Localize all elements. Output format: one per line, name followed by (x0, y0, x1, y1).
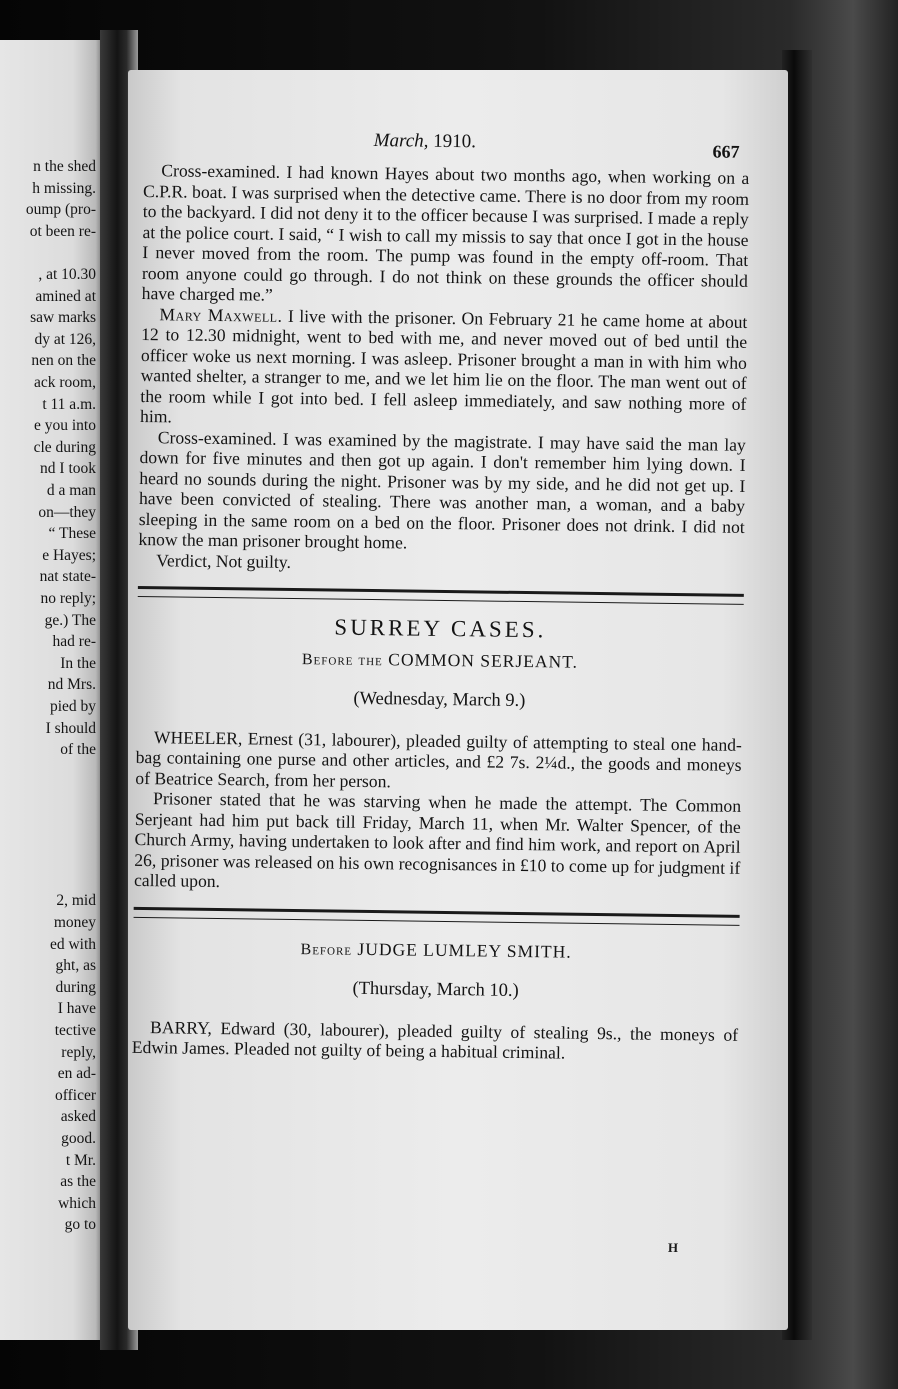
left-page-line: I have (57, 1000, 96, 1018)
left-page-line: asked (60, 1108, 96, 1126)
left-page-line: as the (60, 1173, 96, 1191)
left-page-line: nd I took (40, 460, 96, 478)
signature-mark: H (667, 1239, 679, 1256)
court-heading-common-serjeant (137, 645, 743, 675)
left-page-line: dy at 126, (34, 330, 96, 348)
court-heading-name-2: JUDGE LUMLEY SMITH. (357, 938, 572, 962)
left-page-line: reply, (61, 1043, 96, 1061)
header-month: March, (373, 130, 429, 152)
left-page-line: ack room, (34, 374, 96, 391)
left-page-line: en ad- (57, 1065, 96, 1083)
left-facing-page (0, 40, 104, 1340)
left-page-line: e Hayes; (42, 546, 96, 564)
paragraph-barry: BARRY, Edward (30, labourer), pleaded guilty of stealing 9s., the moneys of Edwin James. Pleaded not guilty of being a habitual criminal. (131, 1016, 739, 1063)
court-heading-name: COMMON SERJEANT. (388, 648, 579, 672)
verdict-line: Verdict, Not guilty. (156, 549, 292, 572)
left-page-line: e you into (34, 417, 96, 435)
left-page-line: 2, mid (56, 892, 96, 910)
left-page-line: amined at (35, 287, 96, 305)
left-page-line: ed with (49, 935, 96, 953)
court-heading-lumley-smith (133, 935, 739, 965)
left-page-line: tective (54, 1022, 96, 1039)
left-page-line: “ These (48, 525, 96, 543)
left-page-line: which (58, 1194, 96, 1212)
running-header (143, 120, 749, 168)
left-page-line: of the (60, 741, 96, 759)
paragraph-mary-maxwell (140, 303, 748, 434)
left-page-line: good. (61, 1130, 96, 1147)
left-page-line: had re- (52, 633, 96, 651)
page-number: 667 (712, 141, 740, 162)
left-page-line: nen on the (31, 352, 96, 370)
left-page-line: go to (64, 1216, 96, 1234)
page-content (132, 120, 750, 1065)
left-page-line: n the shed (33, 158, 96, 175)
left-page-line: money (53, 914, 96, 931)
section-title: SURREY CASES. (334, 614, 547, 643)
left-page-line: h missing. (32, 179, 96, 197)
court-heading-prefix-2: Before (300, 940, 353, 959)
left-page-line: oump (pro- (25, 201, 96, 219)
left-page-line: ght, as (55, 957, 96, 975)
left-page-line: cle during (33, 438, 96, 456)
left-page-line: nd Mrs. (47, 676, 96, 694)
left-page-line: I should (45, 719, 96, 737)
court-heading-prefix: Before the (301, 650, 383, 669)
speaker-testimony: I live with the prisoner. On February 21 he came home at about 12 to 12.30 midnight, went to bed with me, and never moved out of bed until the officer woke us next morning. I was asleep. Prisoner brought a man in with him who wanted shelter, a stranger to me, and we let him lie on the floor. The man went out of the room while I got into bed. I fell asleep immediately, and saw nothing more of him. (139, 305, 748, 427)
left-page-line: t Mr. (65, 1151, 96, 1169)
speaker-name: Mary Maxwell. (159, 303, 283, 326)
left-page-line: nat state- (39, 568, 96, 586)
section-divider-2 (134, 906, 740, 925)
left-page-line: d a man (46, 482, 96, 499)
paragraph-cross-examined-maxwell: Cross-examined. I was examined by the magistrate. I may have said the man lay down for five minutes and then got up again. I don't remember him lying down. I heard no sounds during the night. Prisoner was by my side, and he did not get up. I have been convicted of stealing. There was another man, a woman, and a baby sleeping in the same room on a bed on the floor. Prisoner does not drink. I did not know the man prisoner brought home. (138, 426, 746, 553)
left-page-line: on—they (38, 503, 96, 521)
left-page-line: ge.) The (44, 611, 96, 629)
section-divider (138, 586, 744, 605)
running-head-date (374, 131, 476, 153)
left-page-line: saw marks (30, 309, 96, 327)
left-page-line: officer (54, 1086, 96, 1104)
left-page-line: , at 10.30 (38, 266, 96, 283)
header-year: 1910. (433, 130, 477, 153)
left-page-line: during (55, 978, 96, 996)
date-heading-wednesday: (Wednesday, March 9.) (353, 688, 526, 712)
paragraph-wheeler: WHEELER, Ernest (31, labourer), pleaded guilty of attempting to steal one hand-bag containing one purse and other articles, and £2 7s. 2¼d., the goods and moneys of Beatrice Search, from her person. (135, 726, 743, 791)
date-heading-thursday: (Thursday, March 10.) (352, 978, 519, 1001)
paragraph-cross-examined-hayes: Cross-examined. I had known Hayes about two months ago, when working on a C.P.R. boat. I was surprised when the detective came. There is no door from my room to the backyard. I did not deny it to the officer because I was surprised. I made a reply at the police court. I said, “ I wish to call my missis to say that once I got in the house I never moved from the room. The pump was found in the empty off-room. That room anyone could go through. I do not think on these grounds the officer should have charged me.” (141, 160, 750, 305)
left-page-line: no reply; (40, 590, 96, 607)
left-page-line: t 11 a.m. (42, 395, 96, 413)
left-page-line: In the (60, 654, 96, 672)
left-page-line: pied by (49, 698, 96, 715)
paragraph-prisoner-stated: Prisoner stated that he was starving when he made the attempt. The Common Serjeant had him put back till Friday, March 11, when Mr. Walter Spencer, of the Church Army, having undertaken to look after and find him work, and report on April 26, prisoner was released on his own recognisances in £10 to come up for judgment if called upon. (133, 788, 742, 892)
left-page-line: ot been re- (29, 222, 96, 240)
